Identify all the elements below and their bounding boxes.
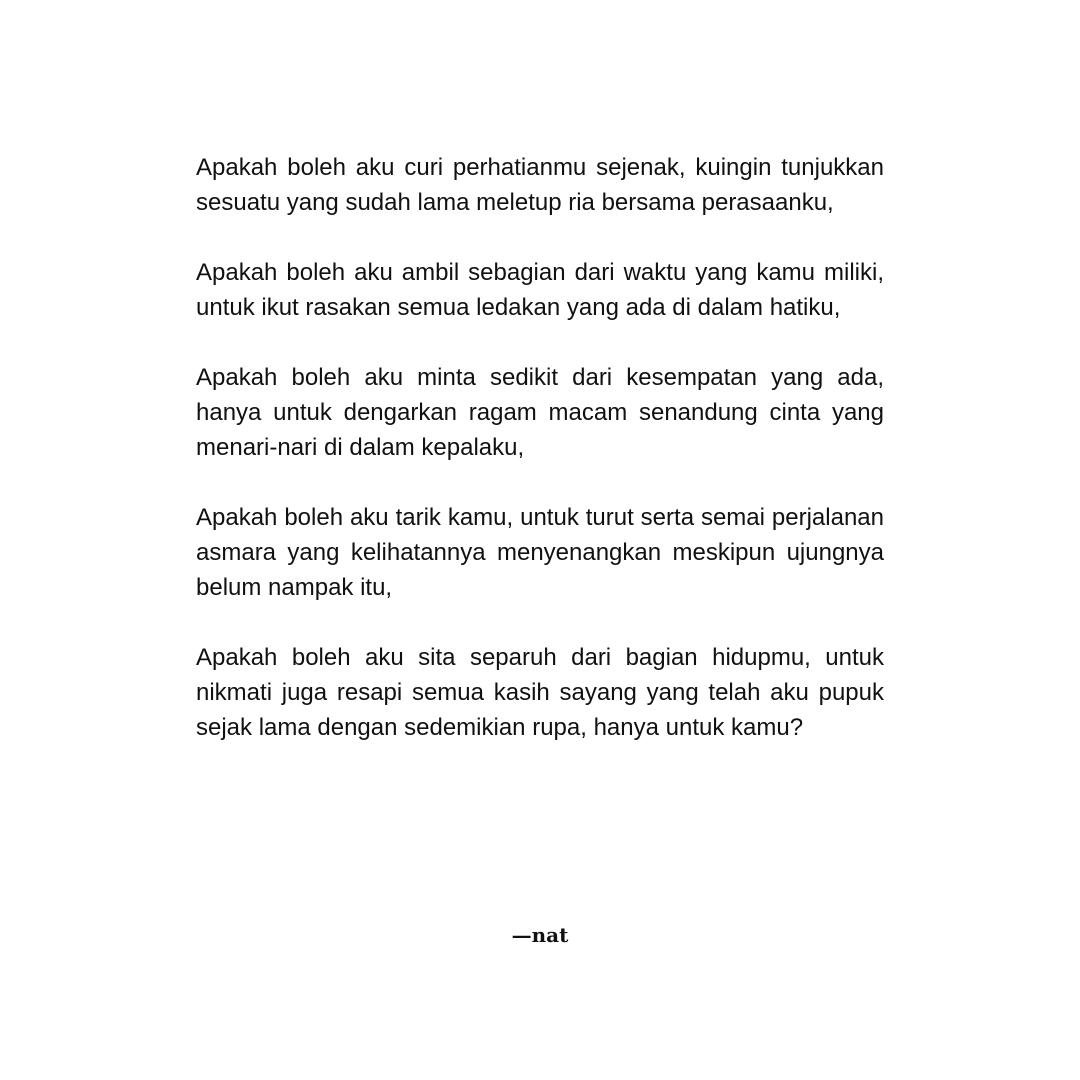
poem-stanza-1: Apakah boleh aku curi perhatianmu sejenak, kuingin tunjukkan sesuatu yang sudah lama meletup ria bersama perasaanku, [196,154,884,216]
poem-stanza-4: Apakah boleh aku tarik kamu, untuk turut serta semai perjalanan asmara yang kelihatannya menyenangkan meskipun ujungnya belum nampak itu, [196,504,884,601]
poem-stanza-5: Apakah boleh aku sita separuh dari bagian hidupmu, untuk nikmati juga resapi semua kasih sayang yang telah aku pupuk sejak lama dengan sedemikian rupa, hanya untuk kamu? [196,644,884,741]
poem-body [196,150,884,780]
poem-stanza-2: Apakah boleh aku ambil sebagian dari waktu yang kamu miliki, untuk ikut rasakan semua ledakan yang ada di dalam hatiku, [196,259,884,321]
author-signature: —nat [511,923,569,947]
poem-stanza-3: Apakah boleh aku minta sedikit dari kesempatan yang ada, hanya untuk dengarkan ragam macam senandung cinta yang menari-nari di dalam kepalaku, [196,364,884,461]
